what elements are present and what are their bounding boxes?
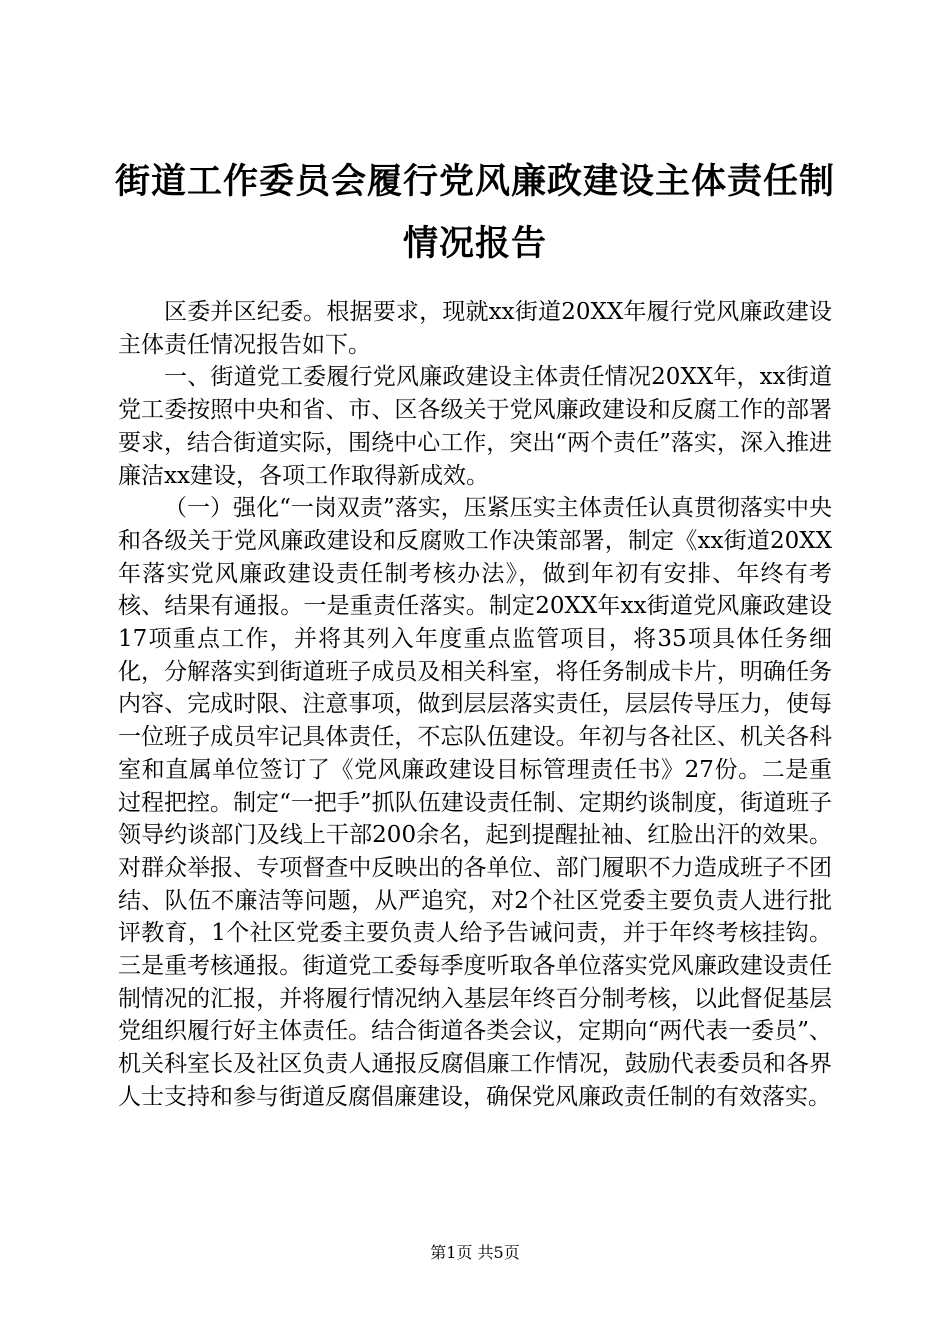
page-number-footer: 第1页 共5页 — [430, 1243, 520, 1262]
paragraph-section-one: 一、街道党工委履行党风廉政建设主体责任情况20XX年，xx街道党工委按照中央和省、市、区各级关于党风廉政建设和反腐工作的部署要求，结合街道实际，围绕中心工作，突出“两个责任”落实，深入推进廉洁xx建设，各项工作取得新成效。 — [118, 364, 832, 489]
paragraph-salutation: 区委并区纪委。根据要求，现就xx街道20XX年履行党风廉政建设主体责任情况报告如下。 — [118, 299, 832, 358]
document-title-line-2: 情况报告 — [402, 223, 547, 264]
document-title-line-1: 街道工作委员会履行党风廉政建设主体责任制 — [114, 161, 835, 202]
paragraph-subsection-one: （一）强化“一岗双责”落实，压紧压实主体责任认真贯彻落实中央和各级关于党风廉政建设和反腐败工作决策部署，制定《xx街道20XX年落实党风廉政建设责任制考核办法》，做到年初有安排、年终有考核、结果有通报。一是重责任落实。制定20XX年xx街道党风廉政建设17项重点工作，并将其列入年度重点监管项目，将35项具体任务细化，分解落实到街道班子成员及相关科室，将任务制成卡片，明确任务内容、完成时限、注意事项，做到层层落实责任，层层传导压力，使每一位班子成员牢记具体责任，不忘队伍建设。年初与各社区、机关各科室和直属单位签订了《党风廉政建设目标管理责任书》27份。二是重过程把控。制定“一把手”抓队伍建设责任制、定期约谈制度，街道班子领导约谈部门及线上干部200余名，起到提醒扯袖、红脸出汗的效果。对群众举报、专项督查中反映出的各单位、部门履职不力造成班子不团结、队伍不廉洁等问题，从严追究，对2个社区党委主要负责人进行批评教育，1个社区党委主要负责人给予告诫问责，并于年终考核挂钩。三是重考核通报。街道党工委每季度听取各单位落实党风廉政建设责任制情况的汇报，并将履行情况纳入基层年终百分制考核，以此督促基层党组织履行好主体责任。结合街道各类会议，定期向“两代表一委员”、机关科室长及社区负责人通报反腐倡廉工作情况，鼓励代表委员和各界人士支持和参与街道反腐倡廉建设，确保党风廉政责任制的有效落实。 — [118, 495, 832, 1110]
document-body — [118, 296, 832, 1114]
